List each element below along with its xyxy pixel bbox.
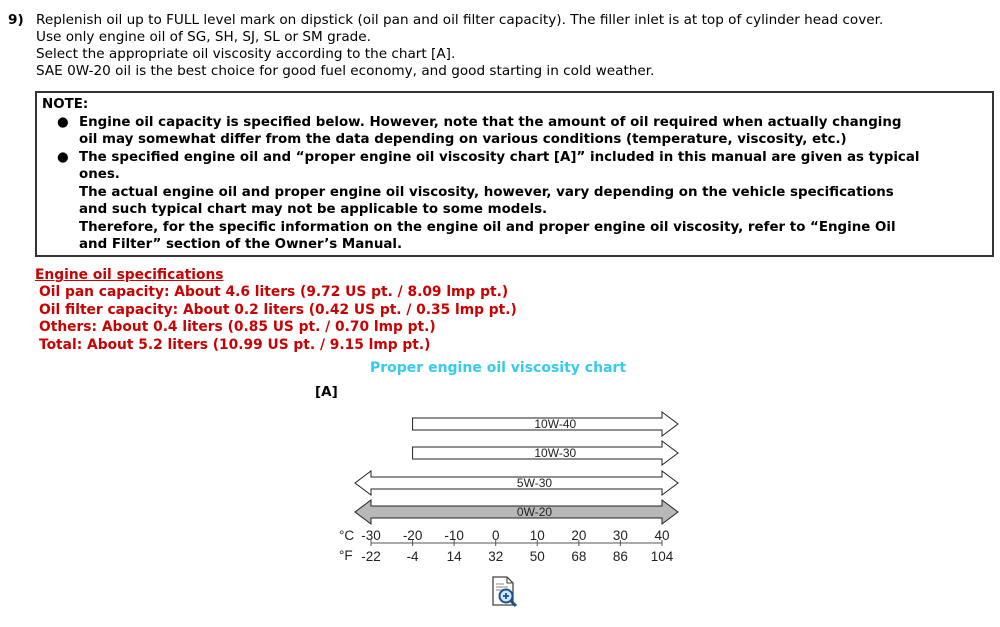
- note-line: The actual engine oil and proper engine oil viscosity, however, vary depending on the vehicle specifications: [79, 184, 894, 200]
- note-line: Engine oil capacity is specified below. However, note that the amount of oil required when actually changing: [79, 115, 902, 130]
- step-line: Use only engine oil of SG, SH, SJ, SL or SM grade.: [36, 29, 371, 45]
- note-line: and Filter” section of the Owner’s Manual.: [79, 236, 403, 252]
- celsius-tick-label: 0: [491, 528, 500, 543]
- celsius-tick-label: 40: [654, 528, 670, 543]
- spec-title: Engine oil specifications: [35, 267, 224, 283]
- fahrenheit-tick-label: 86: [612, 549, 628, 564]
- fahrenheit-tick-label: 50: [529, 549, 545, 564]
- viscosity-bar-label: 5W-30: [516, 476, 553, 490]
- celsius-tick-label: -10: [444, 528, 464, 543]
- bullet-icon: ●: [57, 150, 69, 165]
- spec-line: Oil pan capacity: About 4.6 liters (9.72 US pt. / 8.09 lmp pt.): [39, 284, 509, 301]
- celsius-tick-label: -30: [361, 528, 381, 543]
- step-number: 9): [8, 12, 24, 28]
- fahrenheit-tick-label: 68: [571, 549, 587, 564]
- viscosity-bar-label: 10W-40: [534, 417, 577, 431]
- fahrenheit-tick-label: 104: [650, 549, 674, 564]
- viscosity-bar-label: 10W-30: [534, 446, 577, 460]
- note-line: and such typical chart may not be applicable to some models.: [79, 202, 548, 218]
- fahrenheit-tick-label: 32: [488, 549, 504, 564]
- fahrenheit-tick-label: 14: [446, 549, 462, 564]
- celsius-tick-label: -20: [402, 528, 423, 543]
- spec-line: Others: About 0.4 liters (0.85 US pt. / 0.70 lmp pt.): [39, 319, 436, 336]
- note-line: oil may somewhat differ from the data depending on various conditions (temperature, viscosity, etc.): [79, 132, 847, 148]
- fahrenheit-tick-label: -22: [361, 549, 381, 564]
- zoom-document-icon[interactable]: [490, 575, 520, 609]
- celsius-tick-label: 20: [571, 528, 587, 543]
- step-line: Replenish oil up to FULL level mark on dipstick (oil pan and oil filter capacity). The filler inlet is at top of cylinder head cover.: [36, 12, 884, 28]
- bullet-icon: ●: [57, 115, 69, 130]
- celsius-tick-label: 30: [612, 528, 628, 543]
- spec-line: Total: About 5.2 liters (10.99 US pt. / 9.15 lmp pt.): [39, 336, 431, 353]
- fahrenheit-unit-label: °F: [339, 548, 353, 563]
- viscosity-bar-label: 0W-20: [516, 505, 553, 519]
- step-line: Select the appropriate oil viscosity according to the chart [A].: [36, 46, 456, 62]
- note-line: The specified engine oil and “proper engine oil viscosity chart [A]” included in this manual are given as typical: [79, 150, 920, 165]
- note-title: NOTE:: [42, 97, 89, 112]
- fahrenheit-tick-label: -4: [406, 549, 419, 564]
- note-line: ones.: [79, 167, 120, 183]
- celsius-tick-label: 10: [529, 528, 545, 543]
- note-line: Therefore, for the specific information on the engine oil and proper engine oil viscosity, refer to “Engine Oil: [79, 219, 896, 235]
- celsius-unit-label: °C: [339, 528, 355, 543]
- chart-title: Proper engine oil viscosity chart: [370, 360, 627, 376]
- spec-line: Oil filter capacity: About 0.2 liters (0.42 US pt. / 0.35 lmp pt.): [39, 301, 517, 318]
- chart-label: [A]: [315, 384, 338, 400]
- step-line: SAE 0W-20 oil is the best choice for good fuel economy, and good starting in cold weather.: [36, 63, 655, 79]
